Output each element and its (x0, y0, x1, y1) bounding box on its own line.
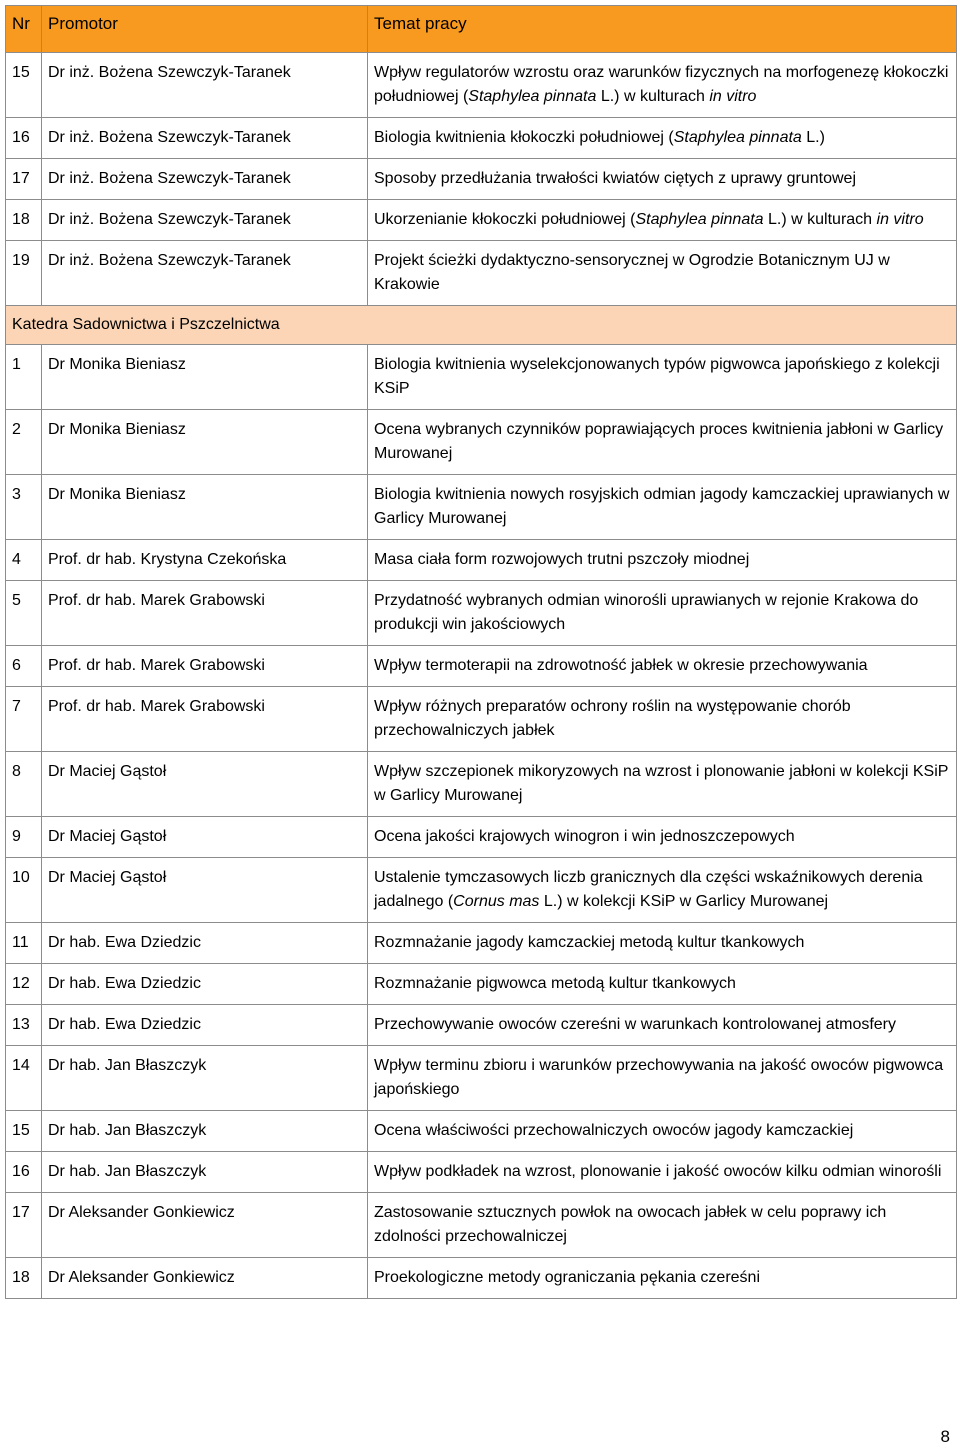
row-topic (368, 540, 957, 581)
table-row (6, 1005, 957, 1046)
topic-text-segment: Ukorzenianie kłokoczki południowej ( (374, 211, 636, 228)
topic-text-segment: Rozmnażanie pigwowca metodą kultur tkankowych (374, 975, 736, 992)
topic-text-segment: Wpływ terminu zbioru i warunków przechowywania na jakość owoców pigwowca japońskiego (374, 1057, 944, 1098)
row-topic (368, 858, 957, 923)
row-topic (368, 1046, 957, 1111)
row-topic (368, 1258, 957, 1299)
row-topic (368, 923, 957, 964)
row-promotor: Dr hab. Ewa Dziedzic (42, 1005, 368, 1046)
row-number: 6 (6, 646, 42, 687)
row-number: 15 (6, 53, 42, 118)
topic-text-segment: Przydatność wybranych odmian winorośli uprawianych w rejonie Krakowa do produkcji win jakościowych (374, 592, 919, 633)
table-row (6, 53, 957, 118)
row-number: 4 (6, 540, 42, 581)
row-number: 3 (6, 475, 42, 540)
row-number: 10 (6, 858, 42, 923)
topic-text-segment: Wpływ termoterapii na zdrowotność jabłek w okresie przechowywania (374, 657, 868, 674)
row-number: 12 (6, 964, 42, 1005)
row-promotor: Dr Monika Bieniasz (42, 410, 368, 475)
topic-italic-segment: Cornus mas (453, 893, 540, 910)
row-number: 5 (6, 581, 42, 646)
topic-italic-segment: Staphylea pinnata (673, 129, 802, 146)
row-topic (368, 410, 957, 475)
department-name: Katedra Sadownictwa i Pszczelnictwa (6, 306, 957, 345)
row-topic (368, 53, 957, 118)
topic-text-segment: Ustalenie tymczasowych liczb granicznych dla części wskaźnikowych derenia jadalnego ( (374, 869, 923, 910)
row-promotor: Prof. dr hab. Marek Grabowski (42, 581, 368, 646)
row-promotor: Dr hab. Jan Błaszczyk (42, 1046, 368, 1111)
row-topic (368, 1111, 957, 1152)
row-promotor: Prof. dr hab. Krystyna Czekońska (42, 540, 368, 581)
topic-text-segment: L.) w kulturach (763, 211, 877, 228)
header-promotor: Promotor (42, 6, 368, 53)
table-header-row (6, 6, 957, 53)
topic-text-segment: Przechowywanie owoców czereśni w warunkach kontrolowanej atmosfery (374, 1016, 897, 1033)
topic-text-segment: Ocena jakości krajowych winogron i win jednoszczepowych (374, 828, 795, 845)
topic-italic-segment: in vitro (709, 88, 757, 105)
topic-text-segment: Masa ciała form rozwojowych trutni pszczoły miodnej (374, 551, 750, 568)
page-number: 8 (940, 1427, 950, 1446)
row-number: 8 (6, 752, 42, 817)
row-number: 17 (6, 1193, 42, 1258)
row-promotor: Dr inż. Bożena Szewczyk-Taranek (42, 118, 368, 159)
topic-text-segment: Proekologiczne metody ograniczania pękania czereśni (374, 1269, 760, 1286)
topic-text-segment: Biologia kwitnienia nowych rosyjskich odmian jagody kamczackiej uprawianych w Garlicy Murowanej (374, 486, 950, 527)
row-promotor: Dr Aleksander Gonkiewicz (42, 1258, 368, 1299)
row-promotor: Dr inż. Bożena Szewczyk-Taranek (42, 159, 368, 200)
row-number: 19 (6, 241, 42, 306)
row-promotor: Dr Monika Bieniasz (42, 475, 368, 540)
row-number: 14 (6, 1046, 42, 1111)
row-promotor: Dr Aleksander Gonkiewicz (42, 1193, 368, 1258)
row-topic (368, 1152, 957, 1193)
row-number: 16 (6, 118, 42, 159)
row-promotor: Dr Maciej Gąstoł (42, 817, 368, 858)
topic-text-segment: Biologia kwitnienia kłokoczki południowej ( (374, 129, 674, 146)
header-topic: Temat pracy (368, 6, 957, 53)
row-promotor: Prof. dr hab. Marek Grabowski (42, 687, 368, 752)
table-row (6, 923, 957, 964)
row-number: 11 (6, 923, 42, 964)
row-promotor: Dr hab. Jan Błaszczyk (42, 1152, 368, 1193)
header-nr: Nr (6, 6, 42, 53)
row-number: 15 (6, 1111, 42, 1152)
topic-text-segment: Projekt ścieżki dydaktyczno-sensorycznej w Ogrodzie Botanicznym UJ w Krakowie (374, 252, 890, 293)
row-topic (368, 159, 957, 200)
table-row (6, 345, 957, 410)
row-topic (368, 1193, 957, 1258)
topic-text-segment: Ocena właściwości przechowalniczych owoców jagody kamczackiej (374, 1122, 854, 1139)
table-row (6, 646, 957, 687)
table-row (6, 241, 957, 306)
row-promotor: Dr inż. Bożena Szewczyk-Taranek (42, 53, 368, 118)
section2-rows (6, 345, 957, 1299)
row-topic (368, 817, 957, 858)
table-row (6, 581, 957, 646)
table-row (6, 118, 957, 159)
topic-text-segment: Sposoby przedłużania trwałości kwiatów ciętych z uprawy gruntowej (374, 170, 856, 187)
table-row (6, 1193, 957, 1258)
topic-text-segment: Biologia kwitnienia wyselekcjonowanych typów pigwowca japońskiego z kolekcji KSiP (374, 356, 940, 397)
topic-italic-segment: in vitro (876, 211, 924, 228)
row-topic (368, 1005, 957, 1046)
topic-text-segment: Wpływ szczepionek mikoryzowych na wzrost i plonowanie jabłoni w kolekcji KSiP w Garlicy Murowanej (374, 763, 949, 804)
topic-text-segment: L.) w kulturach (596, 88, 710, 105)
row-topic (368, 200, 957, 241)
topic-text-segment: Rozmnażanie jagody kamczackiej metodą kultur tkankowych (374, 934, 805, 951)
row-promotor: Dr inż. Bożena Szewczyk-Taranek (42, 241, 368, 306)
topic-text-segment: Wpływ podkładek na wzrost, plonowanie i jakość owoców kilku odmian winorośli (374, 1163, 942, 1180)
topic-text-segment: Wpływ regulatorów wzrostu oraz warunków fizycznych na morfogenezę kłokoczki południowej ( (374, 64, 949, 105)
table-row (6, 687, 957, 752)
row-number: 13 (6, 1005, 42, 1046)
row-topic (368, 646, 957, 687)
row-promotor: Dr Maciej Gąstoł (42, 752, 368, 817)
table-row (6, 964, 957, 1005)
row-topic (368, 345, 957, 410)
department-row (6, 306, 957, 345)
row-number: 18 (6, 200, 42, 241)
table-row (6, 475, 957, 540)
table-row (6, 858, 957, 923)
row-topic (368, 752, 957, 817)
topic-italic-segment: Staphylea pinnata (635, 211, 764, 228)
row-promotor: Dr Monika Bieniasz (42, 345, 368, 410)
row-number: 16 (6, 1152, 42, 1193)
table-row (6, 200, 957, 241)
row-topic (368, 118, 957, 159)
row-topic (368, 964, 957, 1005)
table-row (6, 752, 957, 817)
row-number: 1 (6, 345, 42, 410)
row-promotor: Dr hab. Ewa Dziedzic (42, 964, 368, 1005)
table-row (6, 1046, 957, 1111)
section1-rows (6, 53, 957, 306)
topic-text-segment: Wpływ różnych preparatów ochrony roślin na występowanie chorób przechowalniczych jabłek (374, 698, 851, 739)
row-promotor: Dr hab. Jan Błaszczyk (42, 1111, 368, 1152)
row-number: 2 (6, 410, 42, 475)
row-number: 9 (6, 817, 42, 858)
row-topic (368, 581, 957, 646)
row-promotor: Dr inż. Bożena Szewczyk-Taranek (42, 200, 368, 241)
table-row (6, 159, 957, 200)
table-row (6, 540, 957, 581)
row-promotor: Dr Maciej Gąstoł (42, 858, 368, 923)
row-promotor: Dr hab. Ewa Dziedzic (42, 923, 368, 964)
thesis-topics-table (5, 5, 957, 1299)
table-row (6, 817, 957, 858)
row-number: 18 (6, 1258, 42, 1299)
table-row (6, 1152, 957, 1193)
topic-italic-segment: Staphylea pinnata (468, 88, 597, 105)
table-row (6, 1111, 957, 1152)
row-topic (368, 241, 957, 306)
row-number: 17 (6, 159, 42, 200)
row-topic (368, 475, 957, 540)
topic-text-segment: Zastosowanie sztucznych powłok na owocach jabłek w celu poprawy ich zdolności przechowalniczej (374, 1204, 887, 1245)
row-number: 7 (6, 687, 42, 752)
row-promotor: Prof. dr hab. Marek Grabowski (42, 646, 368, 687)
table-row (6, 1258, 957, 1299)
topic-text-segment: Ocena wybranych czynników poprawiających proces kwitnienia jabłoni w Garlicy Murowanej (374, 421, 944, 462)
topic-text-segment: L.) w kolekcji KSiP w Garlicy Murowanej (539, 893, 829, 910)
row-topic (368, 687, 957, 752)
table-row (6, 410, 957, 475)
topic-text-segment: L.) (801, 129, 825, 146)
